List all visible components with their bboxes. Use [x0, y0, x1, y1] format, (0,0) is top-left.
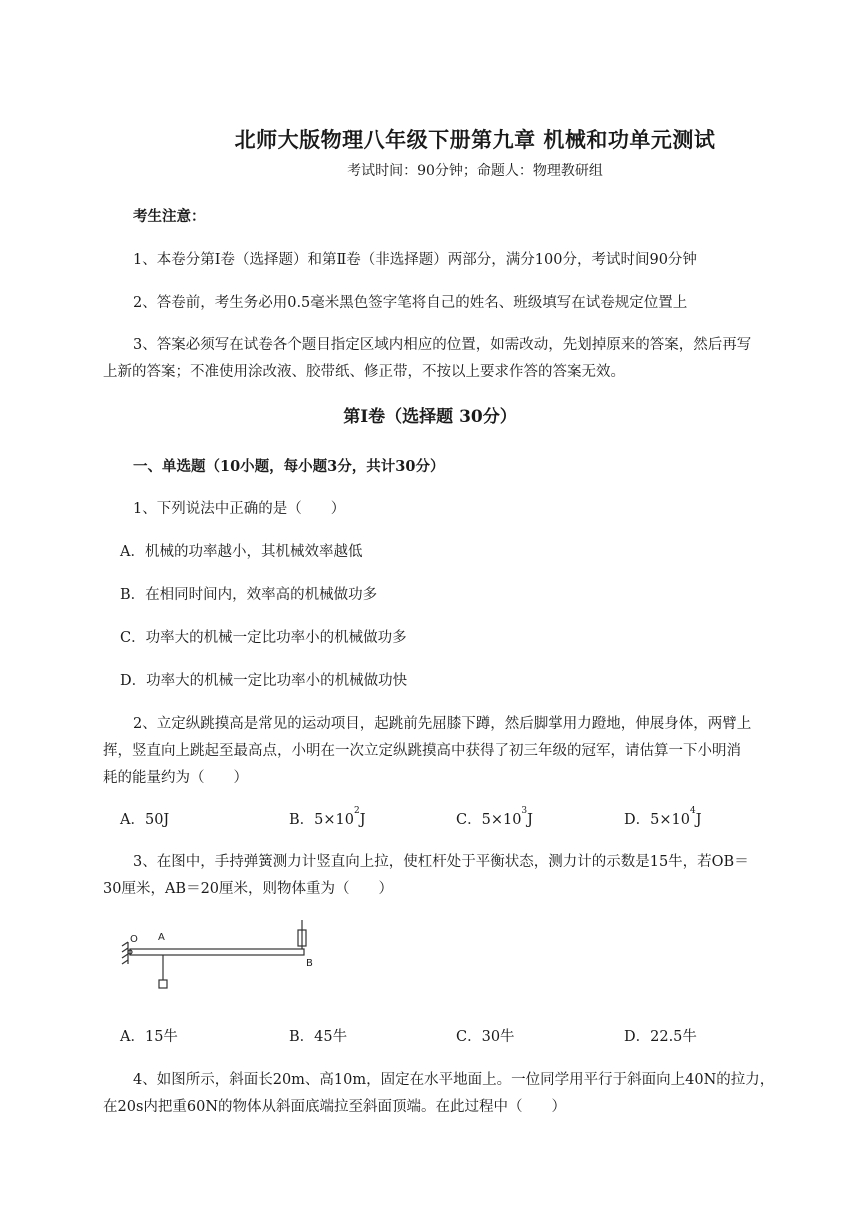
q1-option-c: C．功率大的机械一定比功率小的机械做功多 [120, 630, 407, 646]
q3-option-b: B．45牛 [289, 1029, 348, 1045]
label-b: B [306, 958, 313, 969]
q3-option-a: A．15牛 [120, 1029, 178, 1045]
q4-stem-line2: 在20s内把重60N的物体从斜面底端拉至斜面顶端。在此过程中（ ） [103, 1099, 567, 1115]
q3-option-d: D．22.5牛 [624, 1029, 697, 1045]
q2-option-d: D．$5\times 10^4J$ [624, 806, 702, 828]
q2-option-c: C．$5\times 10^3J$ [456, 806, 533, 828]
q3-option-c: C．30牛 [456, 1029, 515, 1045]
q2-stem-line3: 耗的能量约为（ ） [103, 770, 248, 786]
q1-option-a: A．机械的功率越小，其机械效率越低 [120, 544, 363, 560]
notice-heading: 考生注意： [133, 208, 206, 225]
lever-bar [130, 949, 304, 955]
q2-option-a: A．50J [120, 812, 170, 828]
section-title: 第Ⅰ卷（选择题 30分） [343, 407, 517, 427]
hanging-weight [159, 980, 167, 988]
exam-title: 北师大版物理八年级下册第九章 机械和功单元测试 [234, 127, 716, 152]
part-heading: 一、单选题（10小题，每小题3分，共计30分） [133, 458, 445, 475]
notice-item-3: 3、答案必须写在试卷各个题目指定区域内相应的位置，如需改动，先划掉原来的答案，然后再写 [133, 337, 752, 353]
label-o: O [130, 934, 138, 945]
notice-item-2: 2、答卷前，考生务必用0.5毫米黑色签字笔将自己的姓名、班级填写在试卷规定位置上 [133, 295, 688, 311]
q1-option-b: B．在相同时间内，效率高的机械做功多 [120, 587, 378, 603]
notice-item-1: 1、本卷分第Ⅰ卷（选择题）和第Ⅱ卷（非选择题）两部分，满分100分，考试时间90分钟 [133, 252, 697, 268]
q1-option-d: D．功率大的机械一定比功率小的机械做功快 [120, 673, 408, 689]
q3-stem-line1: 3、在图中，手持弹簧测力计竖直向上拉，使杠杆处于平衡状态，测力计的示数是15牛，若OB＝ [133, 854, 749, 870]
q2-stem-line2: 挥，竖直向上跳起至最高点，小明在一次立定纵跳摸高中获得了初三年级的冠军，请估算一下小明消 [103, 743, 741, 759]
notice-item-3-cont: 上新的答案；不准使用涂改液、胶带纸、修正带，不按以上要求作答的答案无效。 [103, 364, 625, 380]
q2-option-b: B．$5\times 10^2J$ [289, 806, 366, 828]
q3-stem-line2: 30厘米，AB＝20厘米，则物体重为（ ） [103, 881, 394, 897]
q1-stem: 1、下列说法中正确的是（ ） [133, 501, 346, 517]
q4-stem-line1: 4、如图所示，斜面长20m、高10m，固定在水平地面上。一位同学用平行于斜面向上40N的拉力， [133, 1072, 775, 1088]
label-a: A [158, 932, 165, 943]
exam-subtitle: 考试时间：90分钟；命题人：物理教研组 [347, 163, 603, 179]
q2-stem-line1: 2、立定纵跳摸高是常见的运动项目，起跳前先屈膝下蹲，然后脚掌用力蹬地，伸展身体，两臂上 [133, 716, 752, 732]
lever-figure [118, 918, 328, 993]
